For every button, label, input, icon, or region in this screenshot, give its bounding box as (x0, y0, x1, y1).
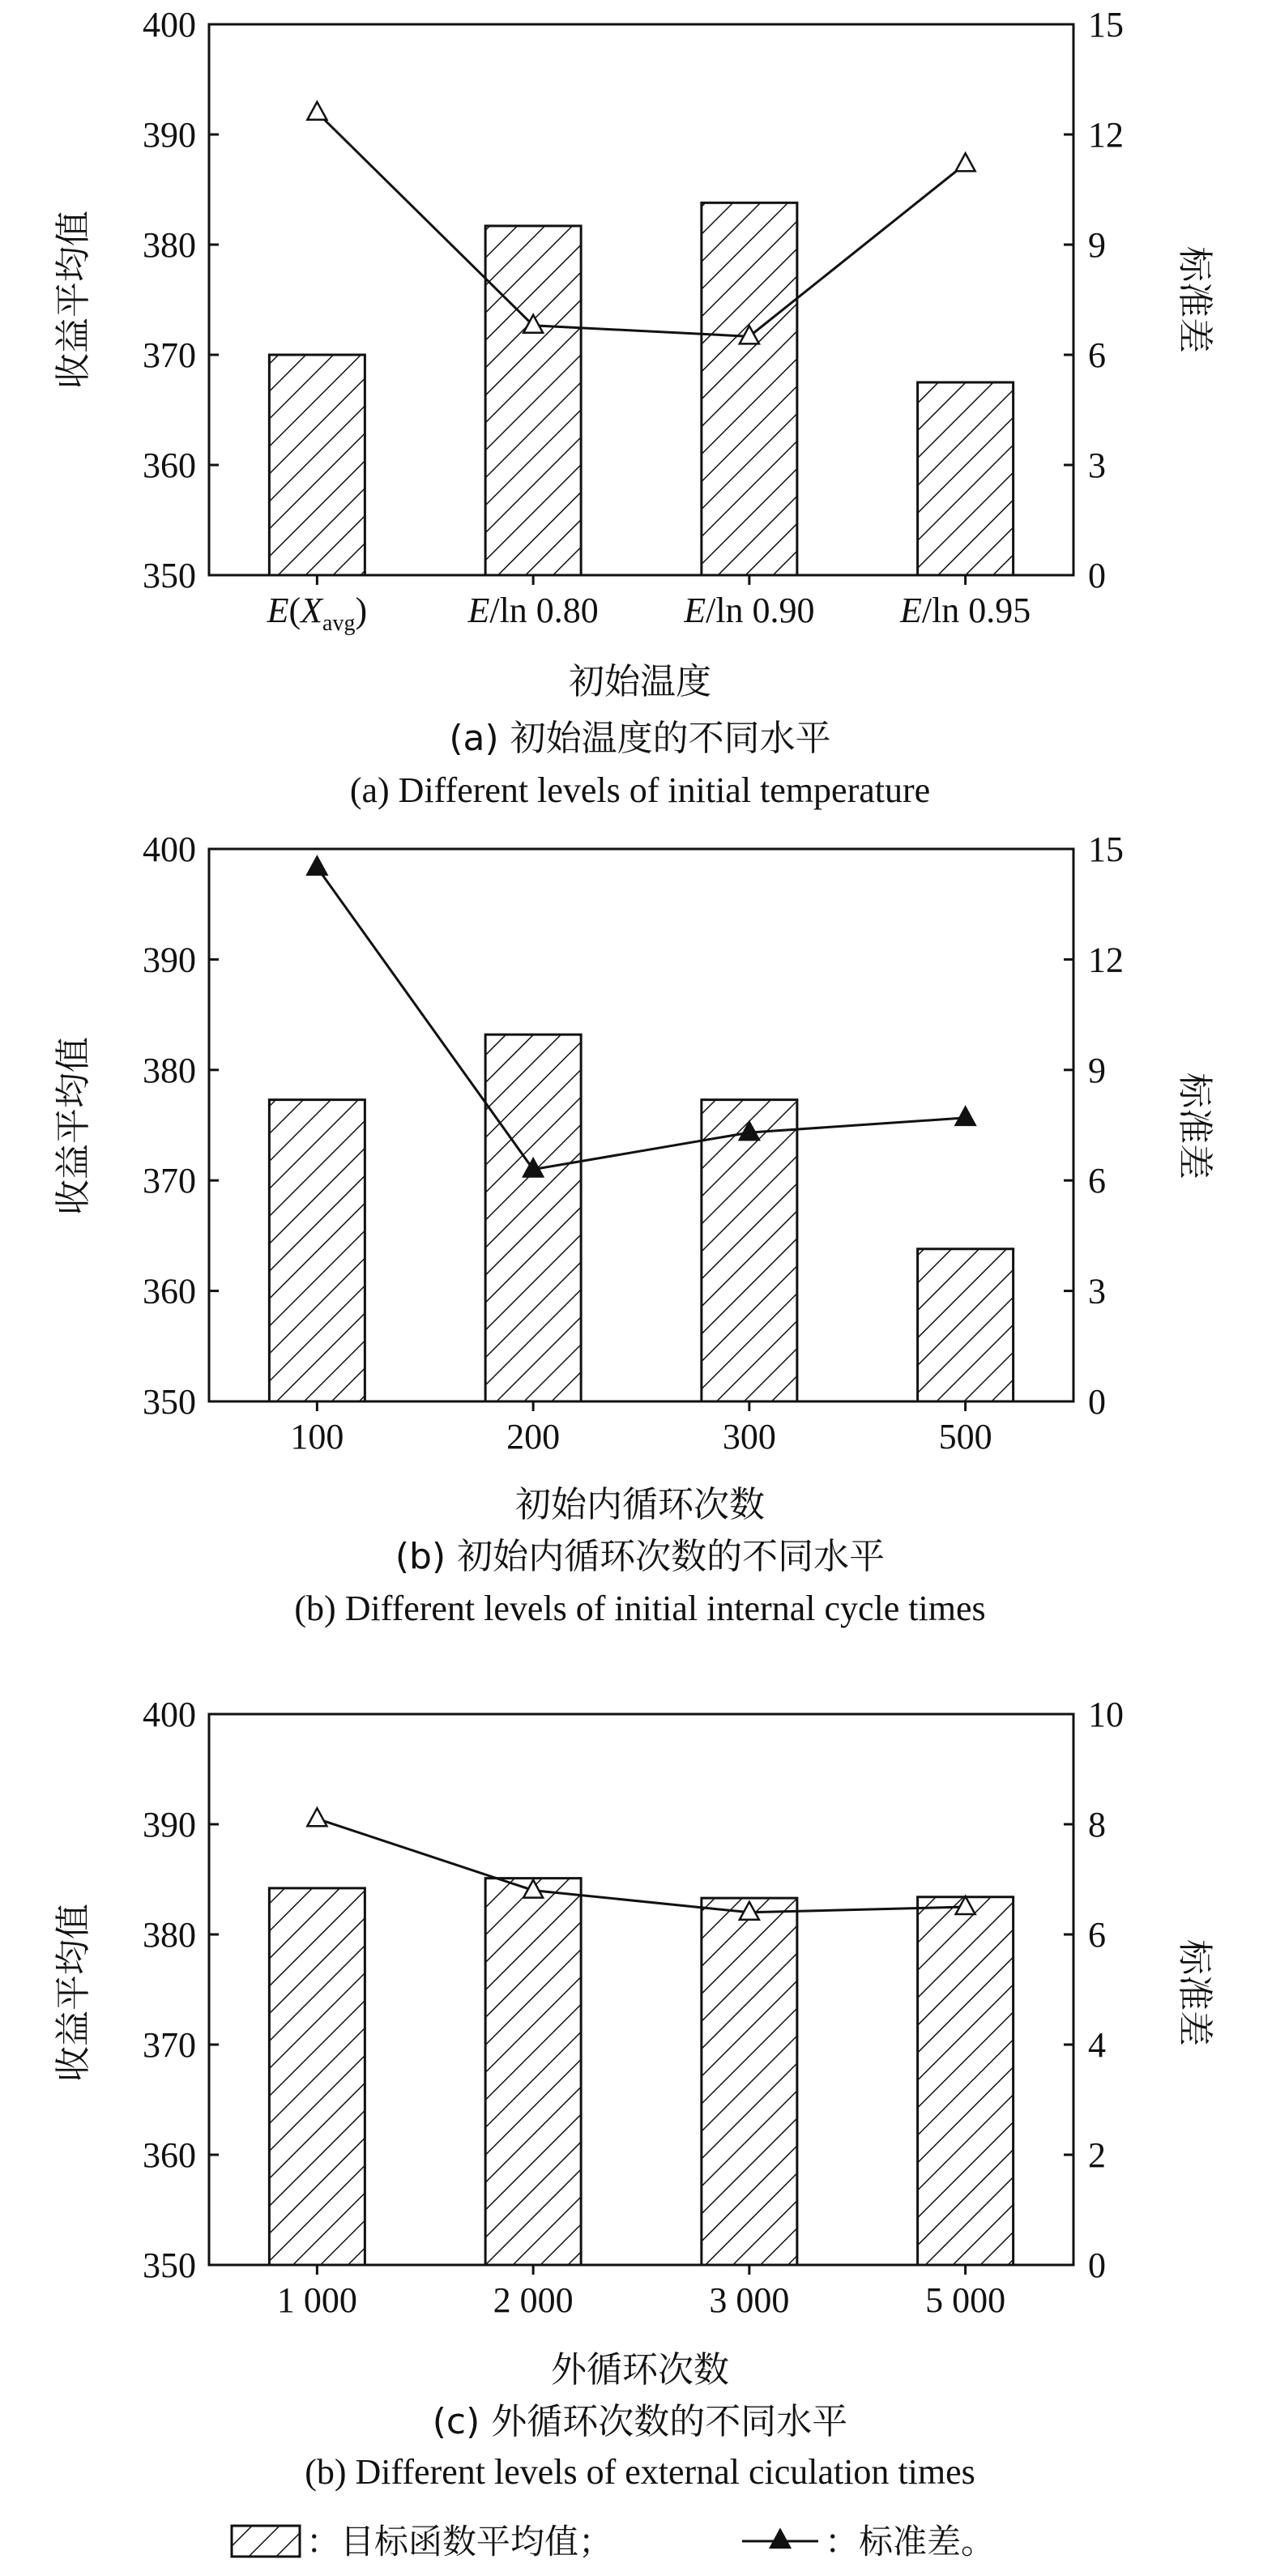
panel-b-y2tick-label-0: 0 (1088, 1382, 1106, 1422)
panel-b-xtick-label-3: 500 (938, 1417, 992, 1456)
panel-b-ytick-label-2: 370 (143, 1161, 196, 1201)
panel-c-bar-4 (918, 1897, 1014, 2265)
panel-a-ytick-label-1: 360 (143, 446, 196, 485)
panel-c-y2label: 标准差 (1174, 1939, 1215, 2046)
panel-b-std-point-4 (956, 1107, 975, 1125)
panel-c-xtick-label-2: 3 000 (709, 2280, 790, 2320)
panel-c-std-point-1 (307, 1808, 326, 1826)
panel-b-bar-3 (702, 1100, 797, 1401)
legend-line-marker (770, 2530, 790, 2548)
panel-a-xtick-label-0: $E(X_{avg})$ (267, 591, 368, 636)
panel-c-ytick-label-1: 360 (143, 2135, 196, 2175)
panel-b-bar-4 (918, 1249, 1014, 1401)
panel-b-y2tick-label-5: 15 (1088, 830, 1124, 869)
panel-b-std-line (317, 868, 965, 1170)
panel-b-ytick-label-0: 350 (143, 1382, 196, 1422)
panel-c-xtick-label-1: 2 000 (493, 2280, 574, 2320)
panel-b-xtick-label-1: 200 (506, 1417, 561, 1456)
panel-b-ytick-label-4: 390 (143, 940, 196, 980)
panel-c-y2tick-label-2: 4 (1088, 2025, 1106, 2065)
panel-a-bar-4 (918, 382, 1014, 575)
chart-panel-a (53, 5, 1215, 810)
chart-panel-b (53, 830, 1215, 1628)
panel-c-y2tick-label-5: 10 (1088, 1695, 1124, 1734)
panel-c-y2tick-label-4: 8 (1088, 1805, 1106, 1845)
panel-c-y2tick-label-1: 2 (1088, 2135, 1106, 2175)
panel-c-std-line (317, 1819, 965, 1913)
panel-b-y2tick-label-2: 6 (1088, 1161, 1106, 1201)
panel-b-xtick-label-0: 100 (290, 1417, 344, 1456)
panel-b-bar-1 (269, 1100, 365, 1401)
panel-c-bar-2 (485, 1879, 581, 2265)
panel-a-ytick-label-5: 400 (143, 5, 196, 45)
panel-b-ytick-label-5: 400 (143, 830, 196, 869)
legend (232, 2522, 995, 2561)
panel-c-bar-3 (702, 1898, 797, 2265)
panel-b-ytick-label-1: 360 (143, 1271, 196, 1311)
legend-bar-swatch (232, 2526, 300, 2557)
panel-a-bar-2 (485, 226, 581, 575)
panel-b-ytick-label-3: 380 (143, 1050, 196, 1090)
panel-c-ytick-label-4: 390 (143, 1805, 196, 1845)
panel-a-xlabel: 初始温度 (569, 661, 711, 702)
panel-a-std-point-1 (307, 102, 326, 120)
panel-a-ytick-label-3: 380 (143, 225, 196, 265)
panel-b-caption-cn: (b) 初始内循环次数的不同水平 (395, 1536, 886, 1577)
panel-a-y2tick-label-1: 3 (1088, 446, 1106, 485)
panel-c-caption-en: (b) Different levels of external ciculation times (305, 2452, 975, 2492)
panel-b-y2tick-label-4: 12 (1088, 940, 1124, 980)
panel-a-y2tick-label-5: 15 (1088, 5, 1124, 45)
panel-a-y2tick-label-2: 6 (1088, 335, 1106, 375)
panel-c-xtick-label-0: 1 000 (276, 2280, 357, 2320)
panel-c-bar-1 (269, 1888, 365, 2265)
panel-a-y2tick-label-0: 0 (1088, 556, 1106, 595)
panel-c-ytick-label-3: 380 (143, 1915, 196, 1955)
panel-c-xlabel: 外循环次数 (551, 2349, 729, 2390)
panel-b-xlabel: 初始内循环次数 (515, 1484, 765, 1525)
panel-a-ylabel: 收益平均值 (53, 211, 94, 389)
panel-a-std-line (317, 113, 965, 337)
panel-c-ytick-label-0: 350 (143, 2245, 196, 2285)
panel-a-std-point-4 (956, 153, 975, 171)
panel-b-bar-2 (485, 1034, 581, 1401)
panel-b-y2tick-label-1: 3 (1088, 1271, 1106, 1311)
panel-a-y2tick-label-3: 9 (1088, 225, 1106, 265)
panel-c-ytick-label-5: 400 (143, 1695, 196, 1734)
panel-a-caption-en: (a) Different levels of initial temperature (349, 770, 931, 810)
panel-b-xtick-label-2: 300 (722, 1417, 776, 1456)
legend-line-label: ：标准差。 (825, 2522, 996, 2561)
panel-a-ytick-label-4: 390 (143, 115, 196, 155)
panel-c-ylabel: 收益平均值 (53, 1904, 94, 2082)
panel-c-y2tick-label-3: 6 (1088, 1915, 1106, 1955)
panel-b-caption-en: (b) Different levels of initial internal cycle times (294, 1589, 986, 1628)
panel-a-bar-3 (702, 203, 797, 575)
panel-b-std-point-1 (307, 857, 326, 875)
panel-c-ytick-label-2: 370 (143, 2025, 196, 2065)
panel-c-caption-cn: (c) 外循环次数的不同水平 (432, 2401, 848, 2442)
panel-c-xtick-label-3: 5 000 (925, 2280, 1006, 2320)
chart-panel-c (53, 1695, 1215, 2492)
panel-a-xtick-label-2: E/ln 0.90 (684, 591, 815, 630)
panel-a-bar-1 (269, 355, 365, 575)
panel-a-ytick-label-0: 350 (143, 556, 196, 595)
legend-bar-label: ：目标函数平均值； (306, 2522, 613, 2561)
panel-a-xtick-label-3: E/ln 0.95 (899, 591, 1031, 630)
panel-c-y2tick-label-0: 0 (1088, 2245, 1106, 2285)
panel-b-y2label: 标准差 (1174, 1073, 1215, 1179)
panel-b-ylabel: 收益平均值 (53, 1037, 94, 1215)
panel-a-caption-cn: (a) 初始温度的不同水平 (449, 718, 831, 759)
panel-a-y2tick-label-4: 12 (1088, 115, 1124, 155)
panel-b-y2tick-label-3: 9 (1088, 1050, 1106, 1090)
panel-a-y2label: 标准差 (1174, 246, 1215, 353)
panel-a-ytick-label-2: 370 (143, 335, 196, 375)
panel-a-xtick-label-1: E/ln 0.80 (467, 591, 599, 630)
